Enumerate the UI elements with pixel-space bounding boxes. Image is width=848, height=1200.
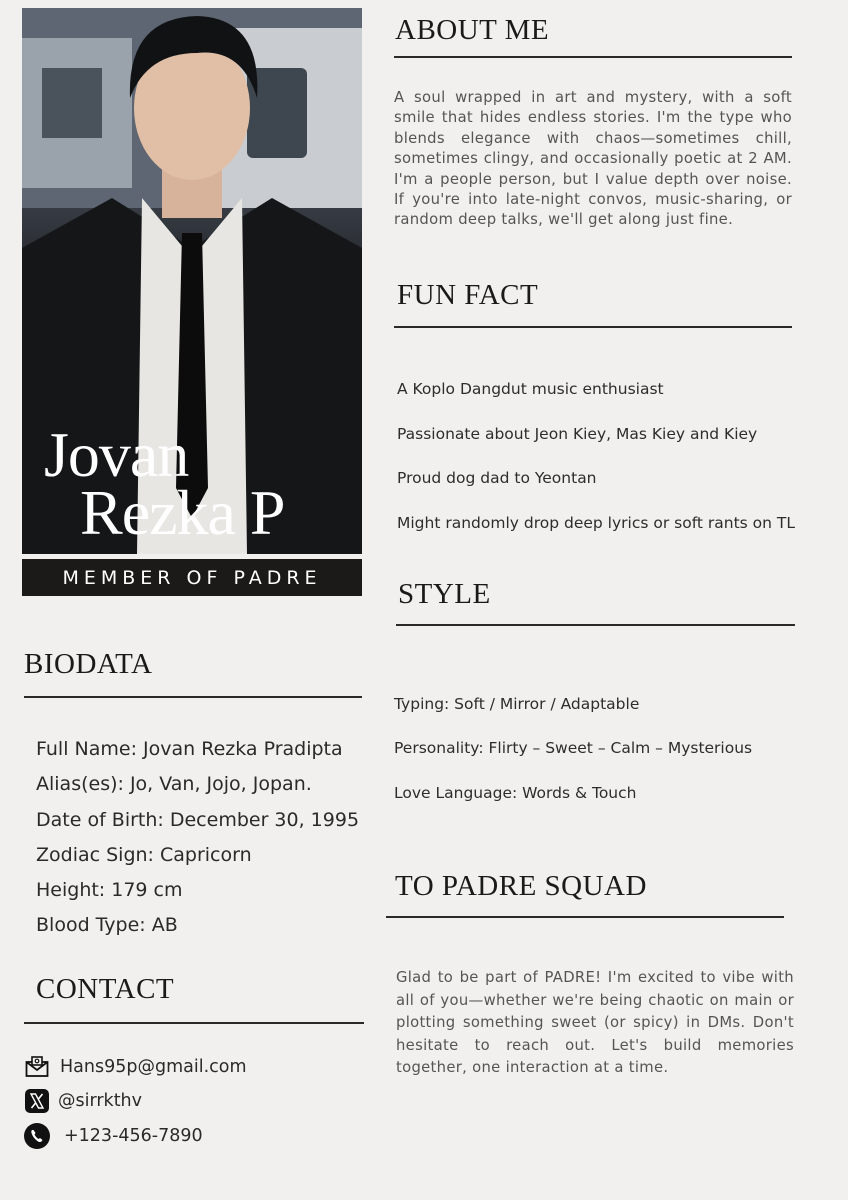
about-heading: ABOUT ME [395, 14, 550, 46]
email-icon [24, 1054, 50, 1080]
about-divider [394, 56, 792, 58]
fun-fact-heading: FUN FACT [397, 279, 539, 311]
about-text: A soul wrapped in art and mystery, with a soft smile that hides endless stories. I'm the type who blends elegance with chaos—sometimes chill, sometimes clingy, and occasionally poetic at 2 AM. I'm a people person, but I value depth over noise. If you're into late-night convos, music-sharing, or random deep talks, we'll get along just fine. [394, 89, 792, 229]
contact-heading: CONTACT [36, 973, 175, 1005]
contact-handle[interactable]: @sirrkthv [58, 1091, 143, 1111]
profile-name [22, 420, 362, 560]
biodata-item: Blood Type: AB [36, 914, 178, 936]
fun-fact-item: A Koplo Dangdut music enthusiast [397, 380, 664, 398]
contact-phone-row[interactable] [24, 1123, 203, 1149]
fun-fact-item: Might randomly drop deep lyrics or soft rants on TL [397, 514, 795, 532]
phone-icon [24, 1123, 50, 1149]
last-name: Rezka P [80, 477, 285, 548]
squad-divider [386, 916, 784, 918]
contact-divider [24, 1022, 364, 1024]
style-item: Typing: Soft / Mirror / Adaptable [394, 695, 640, 713]
style-heading: STYLE [398, 578, 491, 610]
fun-fact-divider [394, 326, 792, 328]
style-item: Personality: Flirty – Sweet – Calm – Mysterious [394, 739, 753, 757]
contact-x-row[interactable] [24, 1088, 142, 1114]
contact-phone[interactable]: +123-456-7890 [64, 1126, 203, 1146]
member-label: MEMBER OF PADRE [62, 566, 322, 589]
x-logo-icon [24, 1088, 50, 1114]
fun-fact-item: Passionate about Jeon Kiey, Mas Kiey and Kiey [397, 425, 758, 443]
squad-heading: TO PADRE SQUAD [395, 870, 647, 902]
squad-text: Glad to be part of PADRE! I'm excited to vibe with all of you—whether we're being chaotic on main or plotting something sweet (or spicy) in DMs. Don't hesitate to reach out. Let's build memories together, one interaction at a time. [396, 969, 794, 1076]
biodata-item: Date of Birth: December 30, 1995 [36, 809, 360, 831]
member-banner [22, 559, 362, 596]
biodata-item: Height: 179 cm [36, 879, 183, 901]
contact-email[interactable]: Hans95p@gmail.com [60, 1057, 247, 1077]
biodata-item: Zodiac Sign: Capricorn [36, 844, 252, 866]
biodata-divider [24, 696, 362, 698]
style-divider [396, 624, 795, 626]
biodata-item: Full Name: Jovan Rezka Pradipta [36, 738, 343, 760]
biodata-heading: BIODATA [24, 648, 153, 680]
contact-email-row[interactable] [24, 1054, 247, 1080]
first-name: Jovan [44, 419, 189, 490]
style-item: Love Language: Words & Touch [394, 784, 637, 802]
biodata-item: Alias(es): Jo, Van, Jojo, Jopan. [36, 773, 312, 795]
fun-fact-item: Proud dog dad to Yeontan [397, 469, 597, 487]
